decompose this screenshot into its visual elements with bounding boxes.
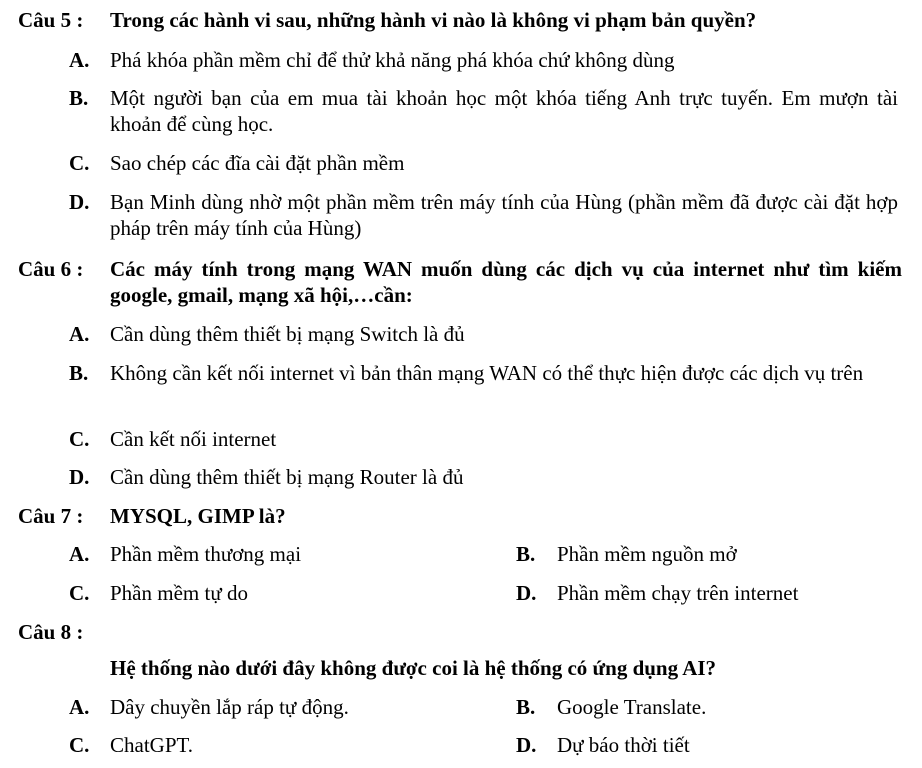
question-7-text: MYSQL, GIMP là? — [110, 504, 286, 528]
option-text: Bạn Minh dùng nhờ một phần mềm trên máy tính của Hùng (phần mềm đã được cài đặt hợp pháp trên máy tính của Hùng) — [110, 190, 898, 240]
option-text: ChatGPT. — [110, 733, 194, 757]
option-text: Phần mềm chạy trên internet — [557, 581, 799, 605]
option-letter: C. — [69, 427, 90, 451]
question-5-text: Trong các hành vi sau, những hành vi nào là không vi phạm bản quyền? — [110, 8, 757, 32]
option-letter: B. — [69, 361, 89, 385]
option-text: Cần dùng thêm thiết bị mạng Switch là đủ — [110, 322, 465, 346]
option-text: Không cần kết nối internet vì bản thân mạng WAN có thể thực hiện được các dịch vụ trên — [110, 361, 864, 385]
option-text: Phá khóa phần mềm chỉ để thử khả năng phá khóa chứ không dùng — [110, 48, 675, 72]
question-8-text: Hệ thống nào dưới đây không được coi là hệ thống có ứng dụng AI? — [110, 656, 717, 680]
option-letter: D. — [516, 581, 537, 605]
option-letter: A. — [69, 695, 90, 719]
option-letter: B. — [516, 695, 536, 719]
question-6-label: Câu 6 : — [18, 257, 84, 281]
option-letter: C. — [69, 733, 90, 757]
option-letter: A. — [69, 322, 90, 346]
option-text: Dây chuyền lắp ráp tự động. — [110, 695, 349, 719]
option-text: Google Translate. — [557, 695, 707, 719]
option-text: Phần mềm nguồn mở — [557, 542, 737, 566]
option-text: Cần dùng thêm thiết bị mạng Router là đủ — [110, 465, 464, 489]
question-8-label: Câu 8 : — [18, 620, 84, 644]
option-text: Phần mềm thương mại — [110, 542, 302, 566]
option-letter: D. — [69, 190, 90, 214]
option-letter: B. — [516, 542, 536, 566]
option-letter: B. — [69, 86, 89, 110]
option-letter: A. — [69, 542, 90, 566]
question-5-label: Câu 5 : — [18, 8, 84, 32]
option-letter: D. — [516, 733, 537, 757]
question-7-label: Câu 7 : — [18, 504, 84, 528]
option-text: Dự báo thời tiết — [557, 733, 690, 757]
option-letter: C. — [69, 151, 90, 175]
option-letter: D. — [69, 465, 90, 489]
option-text: Sao chép các đĩa cài đặt phần mềm — [110, 151, 405, 175]
option-letter: A. — [69, 48, 90, 72]
option-text: Một người bạn của em mua tài khoản học một khóa tiếng Anh trực tuyến. Em mượn tài khoản để cùng học. — [110, 86, 898, 136]
option-letter: C. — [69, 581, 90, 605]
option-text: Phần mềm tự do — [110, 581, 248, 605]
question-6-text: Các máy tính trong mạng WAN muốn dùng các dịch vụ của internet như tìm kiếm google, gmail, mạng xã hội,…cần: — [110, 257, 902, 307]
option-text: Cần kết nối internet — [110, 427, 277, 451]
